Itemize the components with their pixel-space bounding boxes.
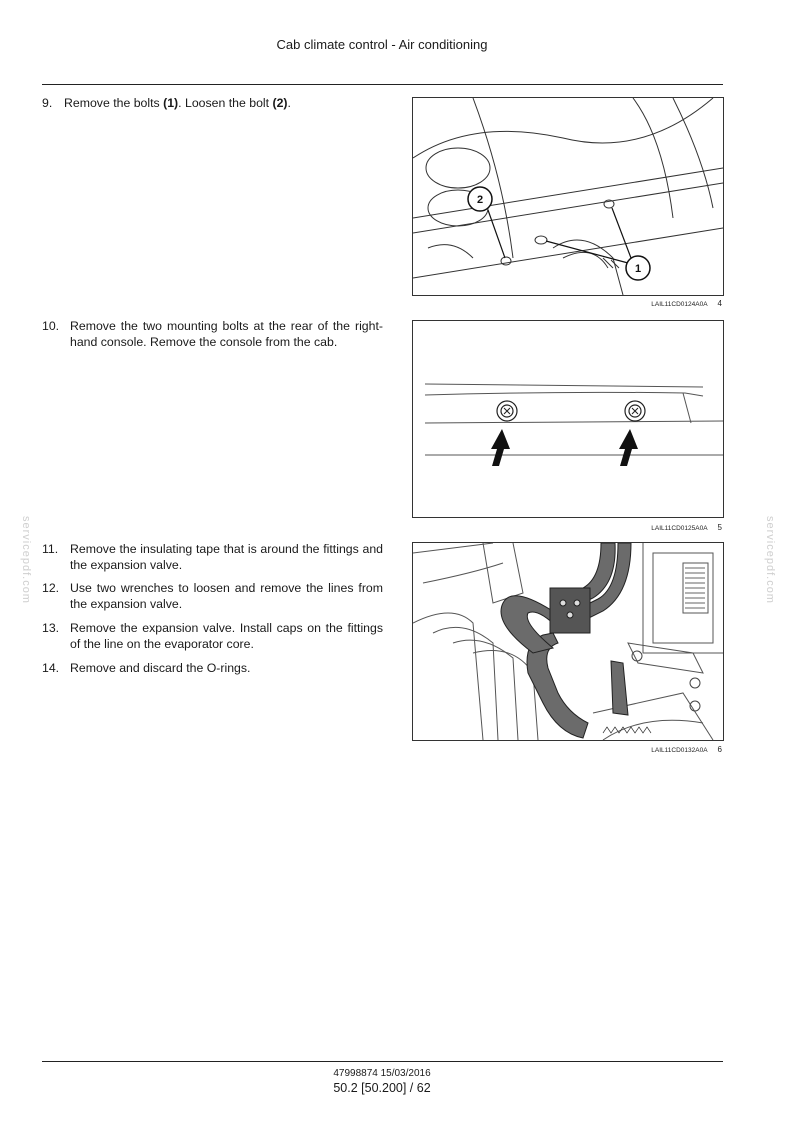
step-12: [42, 580, 383, 612]
step-text: Remove the bolts (1). Loosen the bolt (2).: [64, 96, 291, 110]
expansion-valve-illustration: [413, 543, 723, 740]
footer-document-id: 47998874 15/03/2016: [333, 1068, 431, 1079]
step-text: Remove the insulating tape that is around the fittings and the expansion valve.: [70, 542, 383, 572]
header-rule: [42, 84, 723, 85]
figure-5-caption: [412, 523, 722, 532]
step-number: 9.: [42, 96, 53, 110]
figure-number: 6: [717, 745, 722, 754]
step-13: [42, 620, 383, 652]
figure-4-caption: [412, 299, 722, 308]
footer-rule: [42, 1061, 723, 1062]
step-number: 10.: [42, 319, 60, 333]
watermark-left: servicepdf.com: [20, 516, 32, 604]
console-bolts-illustration: [413, 321, 723, 517]
figure-code: LAIL11CD0132A0A: [651, 747, 708, 754]
step-text: Remove the expansion valve. Install caps on the fittings of the line on the evaporator core.: [70, 621, 383, 651]
step-10: [42, 318, 383, 350]
figure-code: LAIL11CD0124A0A: [651, 301, 708, 308]
page-header-title: Cab climate control - Air conditioning: [276, 37, 488, 52]
step-number: 14.: [42, 661, 60, 675]
footer-page-number: 50.2 [50.200] / 62: [333, 1081, 431, 1095]
callout-2-label: 2: [476, 194, 484, 206]
step-text: Remove the two mounting bolts at the rear of the right-hand console. Remove the console from the cab.: [70, 319, 383, 349]
bolts-illustration: [413, 98, 723, 295]
step-number: 11.: [42, 542, 59, 556]
step-14: [42, 660, 383, 676]
figure-number: 4: [717, 299, 722, 308]
figure-number: 5: [717, 523, 722, 532]
figure-6-caption: [412, 745, 722, 754]
watermark-right: servicepdf.com: [764, 516, 776, 604]
step-text: Remove and discard the O-rings.: [70, 661, 251, 675]
expansion-valve-body: [550, 588, 590, 633]
step-text: Use two wrenches to loosen and remove the lines from the expansion valve.: [70, 581, 383, 611]
figure-5-illustration: [412, 320, 724, 518]
callout-1-label: 1: [634, 263, 642, 275]
step-9: [42, 95, 383, 111]
step-11: [42, 541, 383, 573]
step-number: 13.: [42, 621, 60, 635]
step-number: 12.: [42, 581, 60, 595]
figure-code: LAIL11CD0125A0A: [651, 525, 708, 532]
figure-4-illustration: [412, 97, 724, 296]
arrow-indicators: [491, 429, 638, 466]
figure-6-illustration: [412, 542, 724, 741]
